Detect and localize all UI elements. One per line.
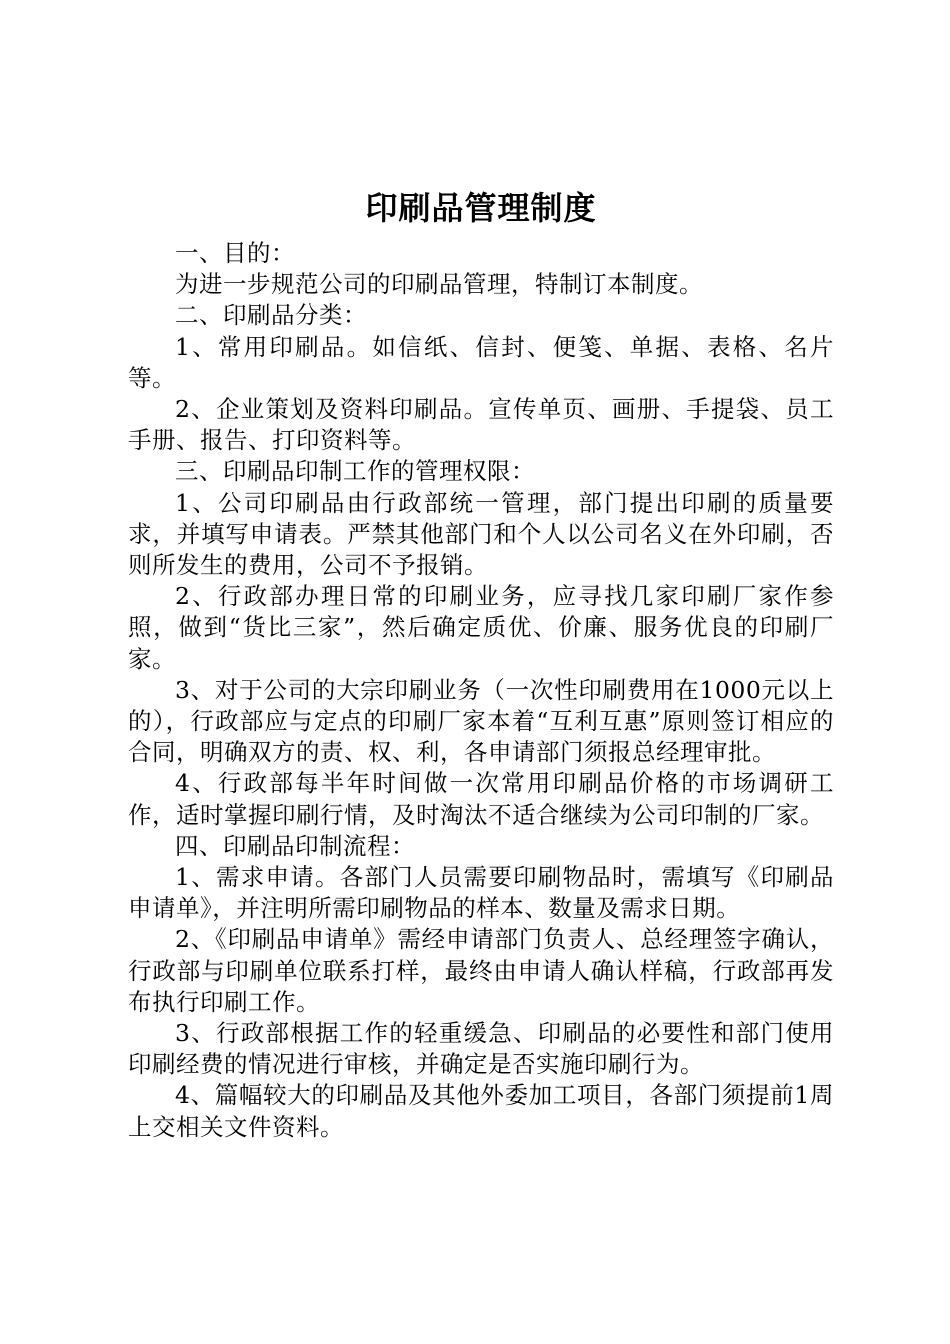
section-heading-authority: 三、印刷品印制工作的管理权限： <box>175 457 535 486</box>
paragraph-purpose: 为进一步规范公司的印刷品管理，特制订本制度。 <box>175 270 703 299</box>
paragraph-authority-2: 2、行政部办理日常的印刷业务，应寻找几家印刷厂家作参照，做到“货比三家”，然后确定质优、价廉、服务优良的印刷厂家。 <box>128 582 834 673</box>
section-heading-purpose: 一、目的： <box>175 239 295 267</box>
paragraph-authority-3: 3、对于公司的大宗印刷业务（一次性印刷费用在1000元以上的），行政部应与定点的印刷厂家本着“互利互惠”原则签订相应的合同，明确双方的责、权、利，各申请部门须报总经理审批。 <box>128 675 834 767</box>
paragraph-process-2: 2、《印刷品申请单》需经申请部门负责人、总经理签字确认，行政部与印刷单位联系打样，最终由申请人确认样稿，行政部再发布执行印刷工作。 <box>128 925 834 1016</box>
paragraph-process-4: 4、篇幅较大的印刷品及其他外委加工项目，各部门须提前1周上交相关文件资料。 <box>128 1081 834 1141</box>
paragraph-classification-1: 1、常用印刷品。如信纸、信封、便笺、单据、表格、名片等。 <box>128 332 834 392</box>
paragraph-classification-2: 2、企业策划及资料印刷品。宣传单页、画册、手提袋、员工手册、报告、打印资料等。 <box>128 395 834 455</box>
paragraph-process-3: 3、行政部根据工作的轻重缓急、印刷品的必要性和部门使用印刷经费的情况进行审核，并确定是否实施印刷行为。 <box>128 1019 834 1079</box>
document-body <box>128 238 834 1143</box>
paragraph-authority-1: 1、公司印刷品由行政部统一管理，部门提出印刷的质量要求，并填写申请表。严禁其他部门和个人以公司名义在外印刷，否则所发生的费用，公司不予报销。 <box>128 488 834 580</box>
document-title: 印刷品管理制度 <box>365 189 597 227</box>
section-heading-classification: 二、印刷品分类： <box>175 301 367 330</box>
section-heading-process: 四、印刷品印制流程： <box>175 831 415 860</box>
paragraph-authority-4: 4、行政部每半年时间做一次常用印刷品价格的市场调研工作，适时掌握印刷行情，及时淘汰不适合继续为公司印制的厂家。 <box>128 769 834 829</box>
paragraph-process-1: 1、需求申请。各部门人员需要印刷物品时，需填写《印刷品申请单》，并注明所需印刷物品的样本、数量及需求日期。 <box>128 863 834 923</box>
